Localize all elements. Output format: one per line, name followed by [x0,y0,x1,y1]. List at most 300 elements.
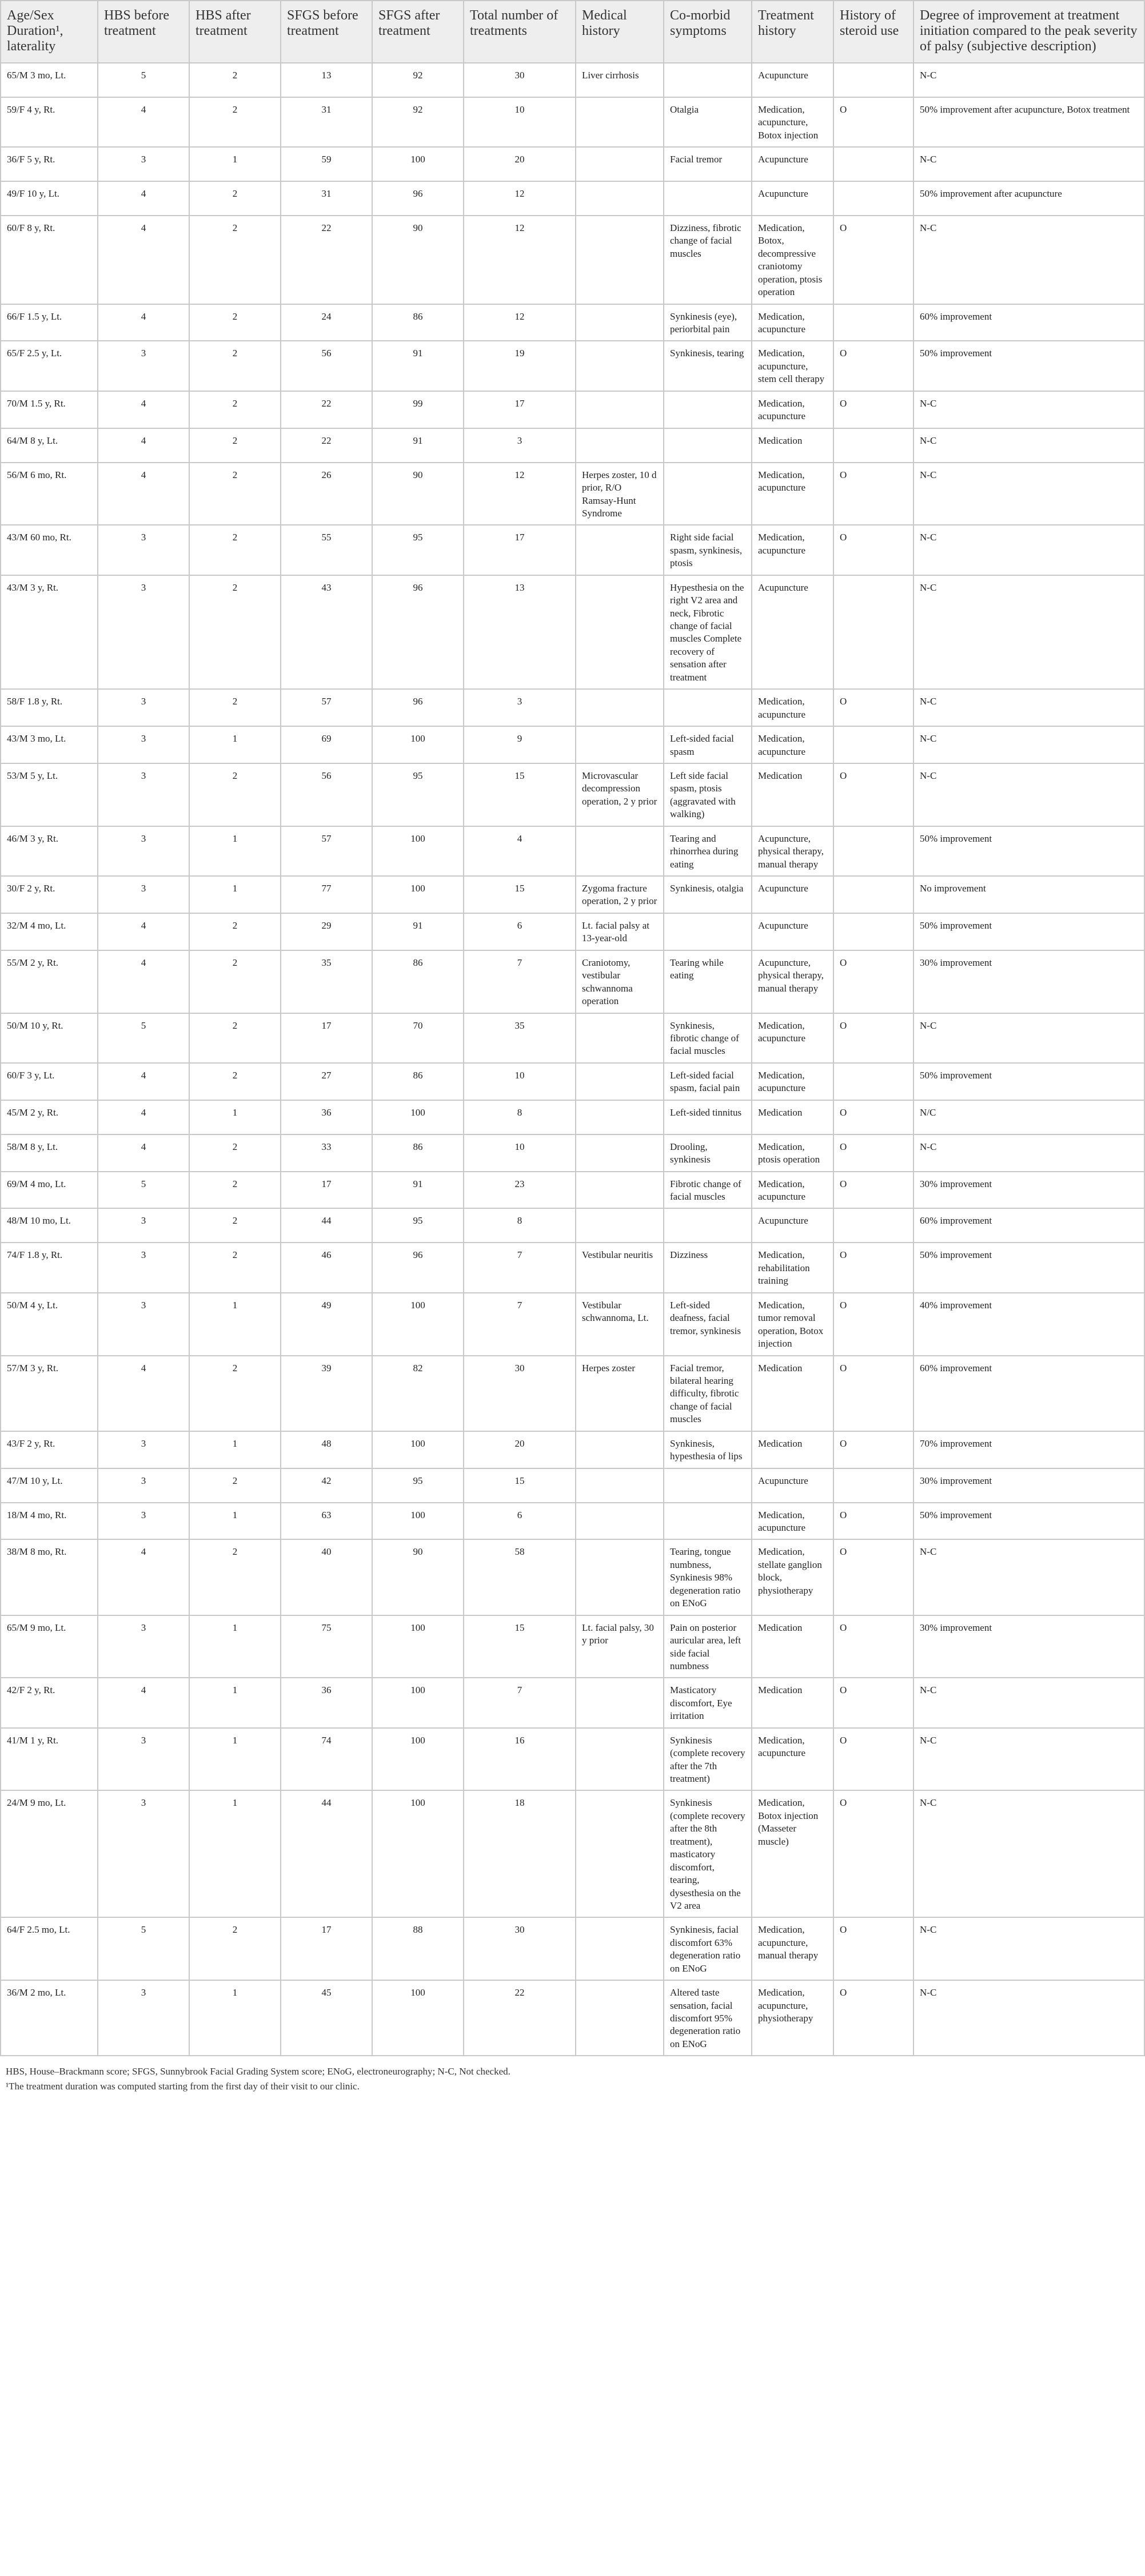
table-cell: 95 [372,1208,464,1243]
table-cell: Tearing and rhinorrhea during eating [664,826,752,876]
table-cell [576,1468,664,1503]
table-cell: N-C [913,391,1144,428]
table-cell: 40 [281,1539,372,1615]
table-cell: O [833,763,913,826]
table-cell: Synkinesis, otalgia [664,876,752,913]
table-row [1,428,1144,463]
table-cell: Medication, rehabilitation training [752,1243,833,1292]
table-cell: 55 [281,525,372,575]
table-row [1,181,1144,216]
table-cell: 46 [281,1243,372,1292]
table-cell: 100 [372,1293,464,1356]
column-header: HBS after treatment [189,1,281,63]
table-cell: 2 [189,1917,281,1980]
table-cell: 2 [189,1468,281,1503]
table-row [1,216,1144,304]
table-cell: N-C [913,1134,1144,1172]
table-cell: Medication, tumor removal operation, Botox injection [752,1293,833,1356]
table-cell: 100 [372,147,464,181]
table-cell: Lt. facial palsy, 30 y prior [576,1615,664,1678]
table-cell: Acupuncture, physical therapy, manual therapy [752,826,833,876]
table-cell: 95 [372,525,464,575]
column-header: HBS before treatment [98,1,189,63]
table-cell: 15 [464,876,576,913]
table-cell [664,913,752,950]
table-cell: O [833,1293,913,1356]
table-cell: Facial tremor, bilateral hearing difficulty, fibrotic change of facial muscles [664,1356,752,1431]
table-cell: 57 [281,689,372,726]
table-cell: 3 [464,689,576,726]
table-cell: 3 [98,1503,189,1540]
table-cell: Altered taste sensation, facial discomfort 95% degeneration ratio on ENoG [664,1980,752,2056]
table-cell: 35 [464,1013,576,1063]
table-cell: 3 [98,726,189,763]
table-cell: 30 [464,63,576,97]
abbreviations-note: HBS, House–Brackmann score; SFGS, Sunnybrook Facial Grading System score; ENoG, electroneurography; N-C, Not checked. [6,2066,510,2077]
table-cell: 2 [189,689,281,726]
table-cell: 3 [98,826,189,876]
table-cell: 50% improvement [913,1503,1144,1540]
table-cell: 66/F 1.5 y, Lt. [1,304,98,341]
table-cell [576,391,664,428]
table-row [1,1013,1144,1063]
table-cell: 30% improvement [913,1615,1144,1678]
table-cell: 1 [189,1293,281,1356]
table-cell: Tearing while eating [664,950,752,1013]
table-cell: Acupuncture [752,181,833,216]
table-row [1,391,1144,428]
table-cell: 50% improvement [913,1063,1144,1100]
column-header: SFGS before treatment [281,1,372,63]
table-cell: 7 [464,1678,576,1727]
table-cell: N-C [913,726,1144,763]
table-cell: 4 [98,950,189,1013]
table-row [1,525,1144,575]
table-cell: 56 [281,763,372,826]
table-cell: 4 [98,181,189,216]
table-cell: 2 [189,1063,281,1100]
column-header: Medical history [576,1,664,63]
table-cell: 60% improvement [913,304,1144,341]
table-cell [576,1172,664,1209]
table-header [1,1,1144,63]
table-cell: 100 [372,726,464,763]
table-cell: 56/M 6 mo, Rt. [1,463,98,525]
table-cell: Medication, acupuncture [752,726,833,763]
table-cell: N-C [913,216,1144,304]
table-cell: 2 [189,913,281,950]
table-cell: 82 [372,1356,464,1431]
table-cell: 18/M 4 mo, Rt. [1,1503,98,1540]
table-cell: 44 [281,1208,372,1243]
table-cell: 65/M 3 mo, Lt. [1,63,98,97]
table-cell: O [833,1790,913,1917]
table-cell: O [833,1917,913,1980]
table-cell: Vestibular schwannoma, Lt. [576,1293,664,1356]
table-cell: 86 [372,1134,464,1172]
table-cell: 30 [464,1356,576,1431]
table-cell: Synkinesis, facial discomfort 63% degeneration ratio on ENoG [664,1917,752,1980]
table-cell: 3 [98,876,189,913]
table-cell [576,1134,664,1172]
table-cell: 2 [189,1172,281,1209]
table-cell: 69/M 4 mo, Lt. [1,1172,98,1209]
table-cell: 55/M 2 y, Rt. [1,950,98,1013]
table-cell [576,1100,664,1134]
table-cell [576,1980,664,2056]
table-cell: Drooling, synkinesis [664,1134,752,1172]
table-cell: O [833,689,913,726]
table-cell: Medication, stellate ganglion block, physiotherapy [752,1539,833,1615]
table-cell: 30% improvement [913,1468,1144,1503]
table-cell [833,428,913,463]
table-cell: 40% improvement [913,1293,1144,1356]
table-cell [576,1728,664,1791]
table-cell: 49/F 10 y, Lt. [1,181,98,216]
table-cell: 50/M 4 y, Lt. [1,1293,98,1356]
table-cell: 4 [98,913,189,950]
table-cell: 6 [464,1503,576,1540]
table-cell: 1 [189,1790,281,1917]
table-cell: N-C [913,689,1144,726]
table-cell: 2 [189,1208,281,1243]
table-cell: 4 [98,428,189,463]
table-cell: 30% improvement [913,1172,1144,1209]
table-cell: 95 [372,763,464,826]
table-cell: 96 [372,1243,464,1292]
table-cell: 58 [464,1539,576,1615]
table-cell: 4 [98,1100,189,1134]
table-cell [576,1678,664,1727]
table-cell: N-C [913,428,1144,463]
table-cell: 2 [189,341,281,391]
table-cell: 64/F 2.5 mo, Lt. [1,1917,98,1980]
table-cell: O [833,950,913,1013]
table-cell: 2 [189,463,281,525]
table-cell: 10 [464,1063,576,1100]
table-cell: 45 [281,1980,372,2056]
table-row [1,1917,1144,1980]
table-cell: 70/M 1.5 y, Rt. [1,391,98,428]
table-cell: 2 [189,216,281,304]
table-cell: 33 [281,1134,372,1172]
table-cell: 4 [98,304,189,341]
table-cell: 1 [189,1503,281,1540]
table-cell: N-C [913,1013,1144,1063]
table-cell [576,575,664,690]
table-cell [576,341,664,391]
table-row [1,726,1144,763]
table-cell: 50% improvement [913,1243,1144,1292]
table-cell: 91 [372,913,464,950]
table-cell: Synkinesis (complete recovery after the 8th treatment), masticatory discomfort, tearing, dysesthesia on the V2 area [664,1790,752,1917]
table-cell: Facial tremor [664,147,752,181]
table-cell: N-C [913,63,1144,97]
table-cell: 49 [281,1293,372,1356]
table-footer [6,2064,1081,2093]
table-cell: O [833,1356,913,1431]
table-cell: Left-sided deafness, facial tremor, synkinesis [664,1293,752,1356]
table-row [1,1468,1144,1503]
table-row [1,304,1144,341]
table-row [1,876,1144,913]
table-cell: 30/F 2 y, Rt. [1,876,98,913]
table-cell: 96 [372,181,464,216]
table-cell: Acupuncture [752,913,833,950]
table-row [1,1134,1144,1172]
table-cell: 3 [98,1980,189,2056]
table-cell: Lt. facial palsy at 13-year-old [576,913,664,950]
table-cell: Left-sided facial spasm [664,726,752,763]
table-row [1,1431,1144,1468]
column-header: SFGS after treatment [372,1,464,63]
table-row [1,63,1144,97]
table-cell: 100 [372,1431,464,1468]
table-cell: 12 [464,463,576,525]
table-cell: 22 [281,428,372,463]
table-cell: O [833,391,913,428]
table-cell: 64/M 8 y, Lt. [1,428,98,463]
table-cell: Herpes zoster, 10 d prior, R/O Ramsay-Hunt Syndrome [576,463,664,525]
table-cell: 7 [464,950,576,1013]
table-cell: 50% improvement after acupuncture [913,181,1144,216]
table-cell: 3 [98,1208,189,1243]
table-cell [833,876,913,913]
table-cell: Medication [752,1356,833,1431]
table-cell: Medication, acupuncture [752,1063,833,1100]
table-cell: 15 [464,1468,576,1503]
table-cell [833,826,913,876]
table-cell: 5 [98,1172,189,1209]
table-cell: Medication [752,428,833,463]
table-cell: 26 [281,463,372,525]
table-cell: 3 [98,1790,189,1917]
table-cell: 45/M 2 y, Rt. [1,1100,98,1134]
table-cell: N-C [913,1539,1144,1615]
table-cell [664,181,752,216]
table-cell: 4 [98,1134,189,1172]
table-cell: 86 [372,1063,464,1100]
table-cell: 22 [281,216,372,304]
table-cell: 59/F 4 y, Rt. [1,97,98,147]
table-cell: 1 [189,726,281,763]
table-cell: 100 [372,1100,464,1134]
table-cell: 100 [372,1980,464,2056]
table-cell [833,726,913,763]
table-cell: 27 [281,1063,372,1100]
table-cell [576,1539,664,1615]
table-cell [576,1503,664,1540]
table-cell: 88 [372,1917,464,1980]
table-cell: 12 [464,216,576,304]
table-cell: 3 [98,1243,189,1292]
table-cell: 86 [372,950,464,1013]
table-cell: 2 [189,391,281,428]
table-cell: 18 [464,1790,576,1917]
column-header: Treatment history [752,1,833,63]
table-cell: 2 [189,63,281,97]
column-header: Co-morbid symptoms [664,1,752,63]
table-cell: 42 [281,1468,372,1503]
table-cell: 31 [281,181,372,216]
table-cell [833,63,913,97]
table-cell: 15 [464,763,576,826]
table-row [1,689,1144,726]
table-cell: Microvascular decompression operation, 2 y prior [576,763,664,826]
table-cell: Acupuncture, physical therapy, manual therapy [752,950,833,1013]
column-header: Total number of treatments [464,1,576,63]
table-cell: 90 [372,1539,464,1615]
table-cell: Medication, acupuncture [752,391,833,428]
table-cell: 9 [464,726,576,763]
table-cell: Medication, Botox injection (Masseter muscle) [752,1790,833,1917]
table-row [1,1100,1144,1134]
table-cell: 24 [281,304,372,341]
table-cell: 36 [281,1100,372,1134]
table-cell: O [833,1678,913,1727]
table-cell: N-C [913,147,1144,181]
table-cell: 3 [98,341,189,391]
table-row [1,1172,1144,1209]
table-cell: 46/M 3 y, Rt. [1,826,98,876]
table-cell: Medication, acupuncture [752,463,833,525]
table-cell: 91 [372,428,464,463]
table-cell: Left side facial spasm, ptosis (aggravated with walking) [664,763,752,826]
table-cell: 2 [189,763,281,826]
table-cell: N-C [913,1678,1144,1727]
table-cell: 5 [98,1917,189,1980]
table-cell: Acupuncture [752,876,833,913]
table-row [1,1063,1144,1100]
table-cell: O [833,1615,913,1678]
table-cell: Medication [752,1678,833,1727]
table-cell: 17 [464,525,576,575]
table-cell [576,1063,664,1100]
table-cell: 60/F 8 y, Rt. [1,216,98,304]
table-cell: 60% improvement [913,1356,1144,1431]
table-cell: Medication, acupuncture, physiotherapy [752,1980,833,2056]
table-cell: 24/M 9 mo, Lt. [1,1790,98,1917]
table-cell: O [833,1172,913,1209]
table-row [1,763,1144,826]
table-row [1,1678,1144,1727]
table-cell: N-C [913,463,1144,525]
table-cell: 91 [372,341,464,391]
column-header: Degree of improvement at treatment initiation compared to the peak severity of palsy (subjective description) [913,1,1144,63]
table-row [1,826,1144,876]
table-cell: Medication [752,1615,833,1678]
table-row [1,1790,1144,1917]
table-cell: 99 [372,391,464,428]
table-cell: 1 [189,1431,281,1468]
table-cell: 70% improvement [913,1431,1144,1468]
table-cell: Acupuncture [752,147,833,181]
table-cell: 1 [189,876,281,913]
table-row [1,1539,1144,1615]
table-cell [576,1013,664,1063]
table-cell: Synkinesis, hypesthesia of lips [664,1431,752,1468]
table-row [1,97,1144,147]
table-cell: Acupuncture [752,575,833,690]
table-cell: Medication, acupuncture [752,689,833,726]
table-cell: 65/F 2.5 y, Lt. [1,341,98,391]
table-cell: Medication, acupuncture, Botox injection [752,97,833,147]
table-cell: N-C [913,1980,1144,2056]
table-cell: O [833,1503,913,1540]
table-cell [576,1790,664,1917]
table-cell: 4 [98,391,189,428]
table-cell: O [833,1728,913,1791]
table-cell: O [833,1539,913,1615]
table-cell: Dizziness, fibrotic change of facial muscles [664,216,752,304]
table-cell [664,1208,752,1243]
table-cell: 59 [281,147,372,181]
table-cell [833,181,913,216]
table-cell: 4 [98,216,189,304]
table-cell: 44 [281,1790,372,1917]
table-cell: 38/M 8 mo, Rt. [1,1539,98,1615]
table-cell: 1 [189,1100,281,1134]
table-cell: 58/F 1.8 y, Rt. [1,689,98,726]
table-cell: 100 [372,1503,464,1540]
table-cell: O [833,1013,913,1063]
table-cell: Liver cirrhosis [576,63,664,97]
table-cell [833,1468,913,1503]
table-cell: 29 [281,913,372,950]
table-cell: N-C [913,525,1144,575]
table-cell: Left-sided facial spasm, facial pain [664,1063,752,1100]
table-body [1,63,1144,2056]
table-cell: 42/F 2 y, Rt. [1,1678,98,1727]
table-cell: 30% improvement [913,950,1144,1013]
table-cell: 1 [189,1678,281,1727]
table-row [1,1208,1144,1243]
table-cell: 74/F 1.8 y, Rt. [1,1243,98,1292]
table-cell: 19 [464,341,576,391]
table-cell: Medication [752,1100,833,1134]
table-row [1,575,1144,690]
table-cell: O [833,216,913,304]
table-cell: 77 [281,876,372,913]
table-cell: Herpes zoster [576,1356,664,1431]
table-cell: 2 [189,1013,281,1063]
table-cell: 50% improvement [913,826,1144,876]
table-cell: Craniotomy, vestibular schwannoma operation [576,950,664,1013]
table-cell: 3 [98,763,189,826]
table-cell [833,147,913,181]
table-cell: 50% improvement [913,341,1144,391]
table-cell: Medication, acupuncture [752,525,833,575]
table-cell: Vestibular neuritis [576,1243,664,1292]
table-cell: 13 [281,63,372,97]
table-cell: 4 [98,463,189,525]
table-cell: 43 [281,575,372,690]
table-cell: 10 [464,1134,576,1172]
table-cell: 96 [372,575,464,690]
table-cell: 48 [281,1431,372,1468]
table-cell: Medication [752,1431,833,1468]
column-header: History of steroid use [833,1,913,63]
table-cell: 22 [281,391,372,428]
table-cell: 1 [189,1615,281,1678]
table-cell: 2 [189,950,281,1013]
table-cell: 56 [281,341,372,391]
table-cell: 2 [189,97,281,147]
table-cell: Pain on posterior auricular area, left side facial numbness [664,1615,752,1678]
table-cell [576,304,664,341]
column-header: Age/Sex Duration¹, laterality [1,1,98,63]
table-cell: 5 [98,1013,189,1063]
